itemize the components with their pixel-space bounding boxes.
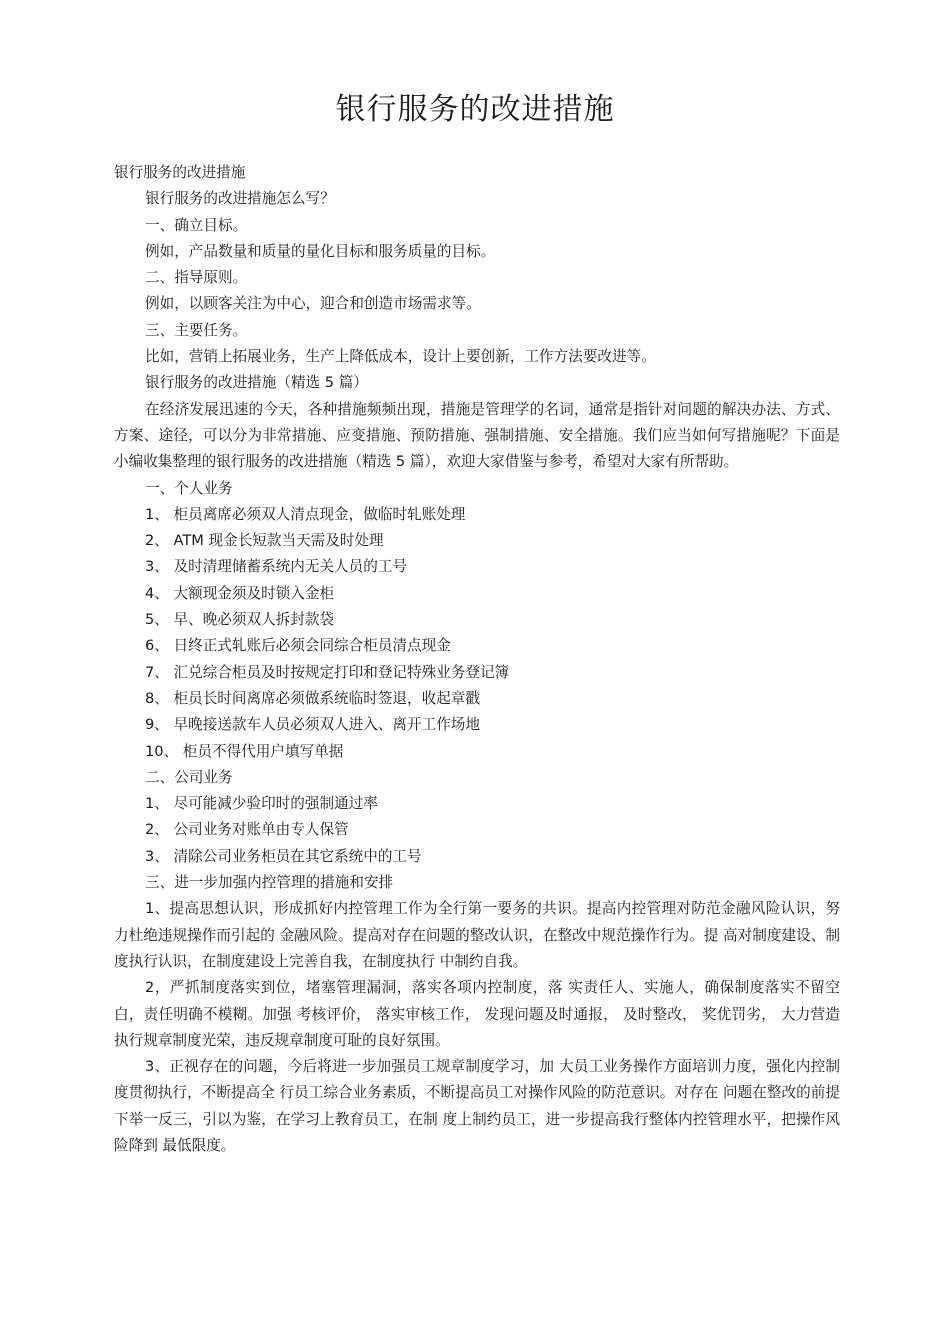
list-item: 3、 清除公司业务柜员在其它系统中的工号 — [145, 847, 422, 865]
document-title: 银行服务的改进措施 — [335, 92, 615, 127]
subtitle-line: 银行服务的改进措施 — [114, 164, 246, 181]
paragraph: 3、正视存在的问题，今后将进一步加强员工规章制度学习，加 大员工业务操作方面培训力度，强化内控制度贯彻执行，不断提高全 行员工综合业务素质，不断提高员工对操作风险的防范意识。对存在 问题在整改的前提下举一反三，引以为鉴，在学习上教育员工，在制 度上制约员工，进一步提高我行整体内控管理水平，把操作风险降到 最低限度。 — [114, 1058, 840, 1154]
paragraph-line: 例如，产品数量和质量的量化目标和服务质量的目标。 — [145, 242, 496, 260]
section-heading: 二、公司业务 — [145, 768, 233, 786]
list-item: 6、 日终正式轧账后必须会同综合柜员清点现金 — [145, 637, 451, 655]
list-item: 10、 柜员不得代用户填写单据 — [145, 742, 344, 760]
section-heading: 二、指导原则。 — [145, 269, 248, 287]
list-item: 8、 柜员长时间离席必须做系统临时签退，收起章戳 — [145, 689, 480, 707]
section-heading: 三、进一步加强内控管理的措施和安排 — [145, 874, 394, 892]
list-item: 4、 大额现金须及时锁入金柜 — [145, 584, 335, 602]
intro-paragraph: 在经济发展迅速的今天，各种措施频频出现，措施是管理学的名词，通常是指针对问题的解决办法、方式、方案、途径，可以分为非常措施、应变措施、预防措施、强制措施、安全措施。我们应当如何写措施呢？下面是小编收集整理的银行服务的改进措施（精选 5 篇），欢迎大家借鉴与参考，希望对大家有所帮助。 — [114, 400, 840, 471]
paragraph-line: 例如，以顾客关注为中心，迎合和创造市场需求等。 — [145, 295, 481, 313]
list-item: 7、 汇兑综合柜员及时按规定打印和登记特殊业务登记簿 — [145, 663, 510, 681]
document-body — [114, 160, 840, 1159]
paragraph-line: 银行服务的改进措施（精选 5 篇） — [145, 374, 368, 392]
list-item: 5、 早、晚必须双人拆封款袋 — [145, 611, 335, 629]
list-item: 1、 尽可能减少验印时的强制通过率 — [145, 795, 378, 813]
paragraph: 2，严抓制度落实到位，堵塞管理漏洞，落实各项内控制度，落 实责任人、实施人，确保制度落实不留空白，责任明确不模糊。加强 考核评价， 落实审核工作， 发现问题及时通报， 及时整改， 奖优罚劣， 大力营造执行规章制度光荣，违反规章制度可耻的良好氛围。 — [114, 979, 840, 1049]
paragraph-line: 比如，营销上拓展业务，生产上降低成本，设计上要创新，工作方法要改进等。 — [145, 348, 656, 366]
paragraph: 1、提高思想认识，形成抓好内控管理工作为全行第一要务的共识。提高内控管理对防范金融风险认识，努力杜绝违规操作而引起的 金融风险。提高对存在问题的整改认识，在整改中规范操作行为。提 高对制度建设、制度执行认识，在制度建设上完善自我，在制度执行 中制约自我。 — [114, 900, 840, 970]
list-item: 2、 ATM 现金长短款当天需及时处理 — [145, 532, 384, 550]
section-heading: 一、个人业务 — [145, 479, 233, 497]
question-line: 银行服务的改进措施怎么写？ — [145, 190, 335, 208]
list-item: 9、 早晚接送款车人员必须双人进入、离开工作场地 — [145, 716, 480, 734]
list-item: 1、 柜员离席必须双人清点现金，做临时轧账处理 — [145, 505, 466, 523]
list-item: 2、 公司业务对账单由专人保管 — [145, 821, 349, 839]
section-heading: 三、主要任务。 — [145, 321, 248, 339]
list-item: 3、 及时清理储蓄系统内无关人员的工号 — [145, 558, 408, 576]
section-heading: 一、确立目标。 — [145, 216, 248, 234]
